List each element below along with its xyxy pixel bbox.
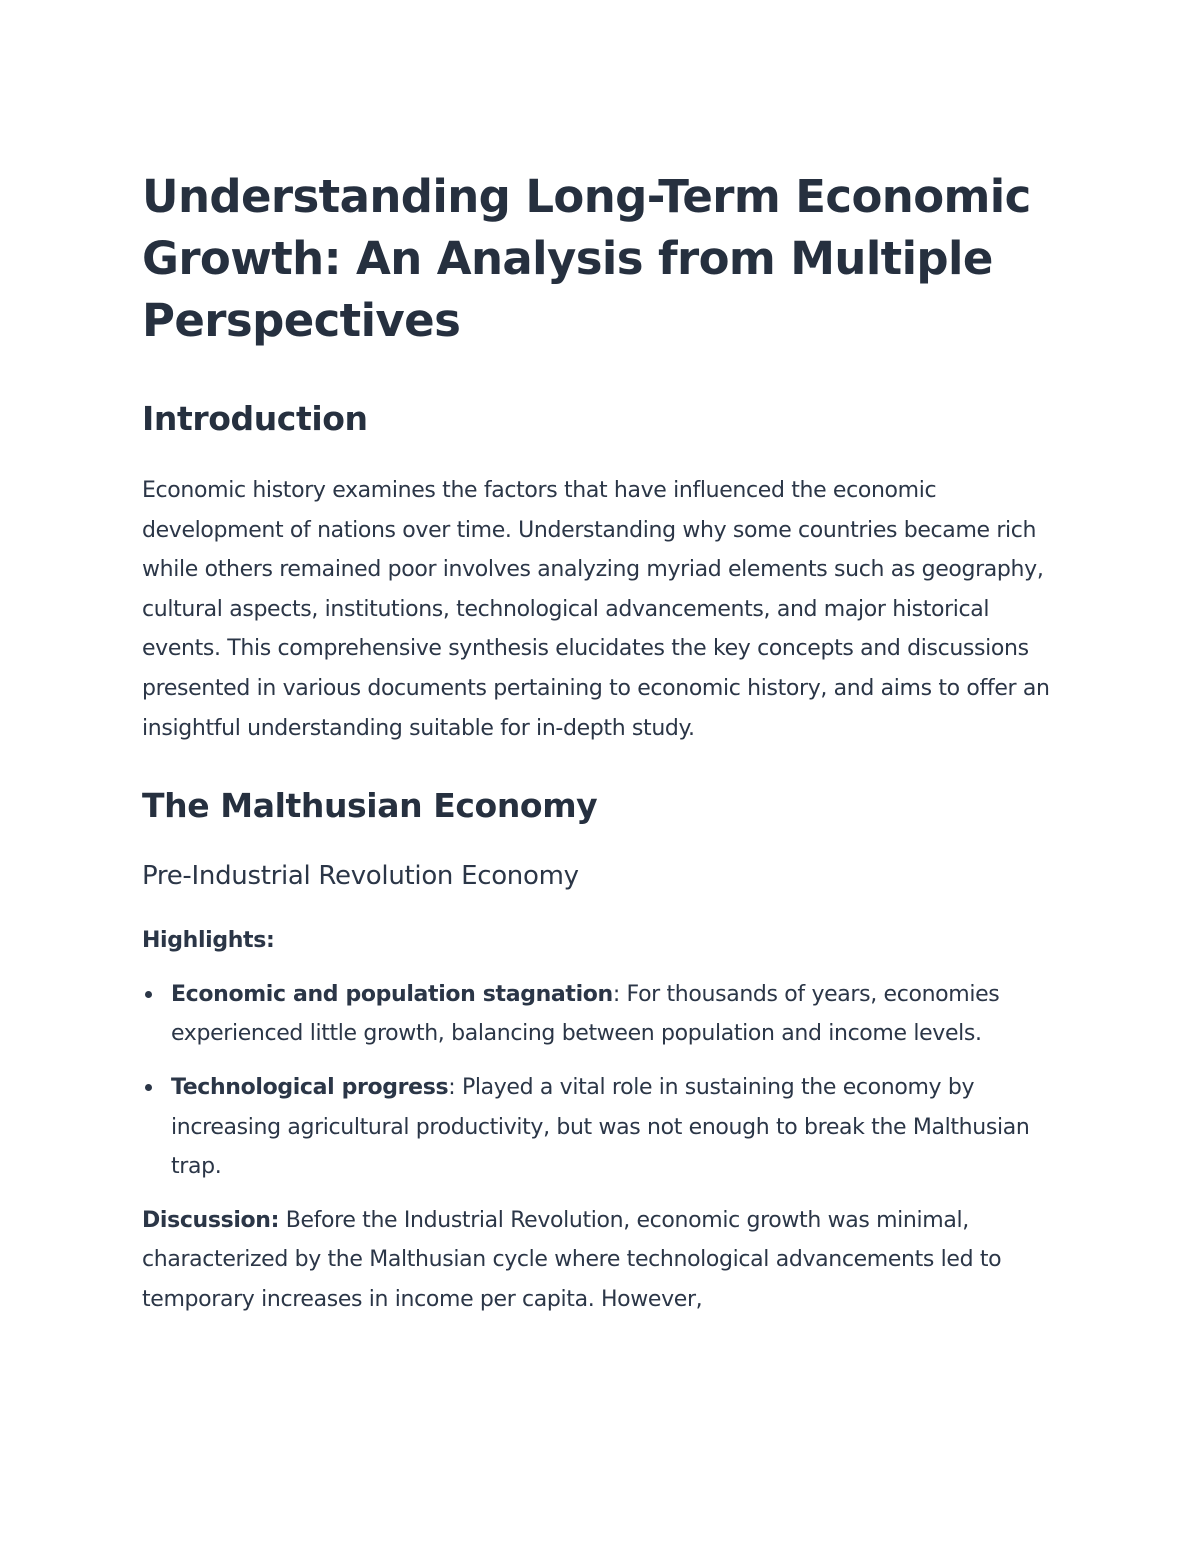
discussion-paragraph xyxy=(142,1201,1062,1320)
introduction-paragraph: Economic history examines the factors that have influenced the economic development of nations over time. Understanding why some countries became rich while others remained poor involves analyzing myriad elements such as geography, cultural aspects, institutions, technological advancements, and major historical events. This comprehensive synthesis elucidates the key concepts and discussions presented in various documents pertaining to economic history, and aims to offer an insightful understanding suitable for in-depth study. xyxy=(142,478,1050,741)
bullet-term: Technological progress xyxy=(171,1074,449,1100)
document-page xyxy=(142,166,1062,1320)
discussion-text: Before the Industrial Revolution, economic growth was minimal, characterized by the Malthusian cycle where technological advancements led to temporary increases in income per capita. However, xyxy=(142,1207,1002,1312)
discussion-label: Discussion: xyxy=(142,1207,280,1233)
bullet-icon xyxy=(145,1084,152,1091)
list-item xyxy=(142,1068,1062,1187)
bullet-term: Economic and population stagnation xyxy=(171,981,613,1007)
section-heading-introduction: Introduction xyxy=(142,399,368,438)
subsection-heading-pre-industrial: Pre-Industrial Revolution Economy xyxy=(142,861,579,892)
list-item xyxy=(142,975,1062,1054)
document-title: Understanding Long-Term Economic Growth: An Analysis from Multiple Perspectives xyxy=(142,170,1031,347)
bullet-text: : For thousands of years, economies experienced little growth, balancing between population and income levels. xyxy=(171,981,1000,1047)
bullet-text: : Played a vital role in sustaining the economy by increasing agricultural productivity, but was not enough to break the Malthusian trap. xyxy=(171,1074,1030,1180)
highlights-list xyxy=(142,975,1062,1187)
bullet-icon xyxy=(145,991,152,998)
section-heading-malthusian-economy: The Malthusian Economy xyxy=(142,786,598,826)
highlights-label: Highlights: xyxy=(142,928,275,954)
